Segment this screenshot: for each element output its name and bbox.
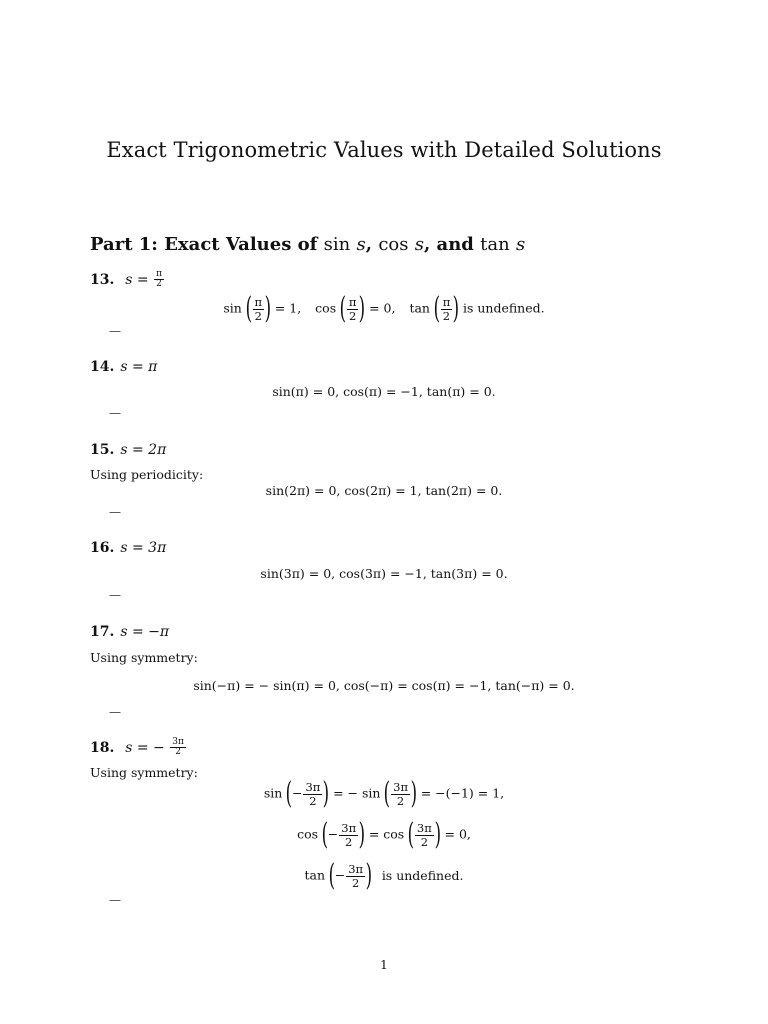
separator: — xyxy=(109,406,121,420)
problem-17-note: Using symmetry: xyxy=(90,650,198,665)
problem-15-equation: sin(2π) = 0, cos(2π) = 1, tan(2π) = 0. xyxy=(265,483,503,498)
page-title: Exact Trigonometric Values with Detailed Solutions xyxy=(106,138,662,162)
problem-18-note: Using symmetry: xyxy=(90,765,198,780)
problem-13-equation: sin ( $\frac{\pi}{2}$ ) = 1, cos ( $\frac{\pi}{2}$ ) = 0, tan ( $\frac{\pi}{2}$ ) is undefined. xyxy=(223,291,545,326)
fraction: $\frac{3\pi}{2}$ xyxy=(172,737,184,758)
problem-16-equation: sin(3π) = 0, cos(3π) = −1, tan(3π) = 0. xyxy=(260,566,508,581)
problem-18-equation-cos: cos (− $\frac{3\pi}{2}$ ) = cos ( $\frac{3\pi}{2}$ ) = 0, xyxy=(297,817,471,852)
fraction: $\frac{\pi}{2}$ xyxy=(156,269,162,290)
problem-14-label: 14. s = π xyxy=(90,359,158,375)
page-number: 1 xyxy=(380,958,388,972)
separator: — xyxy=(109,588,121,602)
problem-17-equation: sin(−π) = − sin(π) = 0, cos(−π) = cos(π) = −1, tan(−π) = 0. xyxy=(193,678,575,693)
problem-15-label: 15. s = 2π xyxy=(90,442,167,458)
problem-18-equation-sin: sin (− $\frac{3\pi}{2}$ ) = − sin ( $\frac{3\pi}{2}$ ) = −(−1) = 1, xyxy=(263,776,505,811)
problem-18-label: 18. s = − $\frac{3\pi}{2}$ xyxy=(90,737,184,758)
section-heading: Part 1: Exact Values of sin s, cos s, and tan s xyxy=(90,234,526,255)
problem-18-equation-tan: tan (− $\frac{3\pi}{2}$ ) is undefined. xyxy=(304,858,464,893)
problem-15-note: Using periodicity: xyxy=(90,467,204,482)
problem-17-label: 17. s = −π xyxy=(90,624,170,640)
separator: — xyxy=(109,324,121,338)
problem-16-label: 16. s = 3π xyxy=(90,540,167,556)
problem-14-equation: sin(π) = 0, cos(π) = −1, tan(π) = 0. xyxy=(272,384,496,399)
separator: — xyxy=(109,705,121,719)
problem-13-label: 13. s = $\frac{\pi}{2}$ xyxy=(90,269,162,290)
separator: — xyxy=(109,893,121,907)
separator: — xyxy=(109,505,121,519)
